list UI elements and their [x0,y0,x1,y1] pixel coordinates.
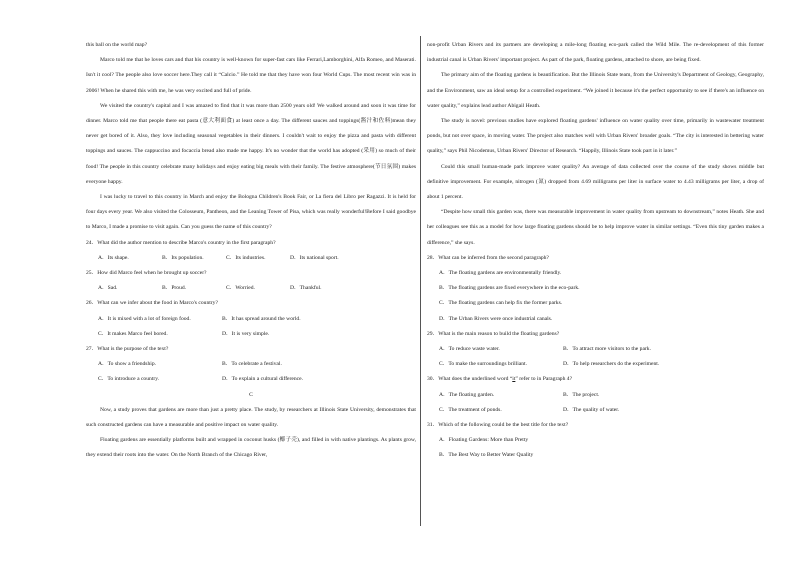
question-26-stem: 26．What can we infer about the food in Marco's country? [86,300,218,307]
paragraph-r-4: “Despite how small this garden was, there was measurable improvement in water quality from upstream to downstream,” notes Heath. She and her colleagues see this as a model for how large floating gardens should be to help improve water in similar settings. “Even this tiny garden makes a difference,” she says. [427,209,764,246]
option: A．Sad. [98,285,118,292]
option: D．The Urban Rivers were once industrial canals. [439,315,553,322]
option: D．Thankful. [290,285,322,292]
question-30-options-row2 [427,403,764,418]
question-31-stem: 31．Which of the following could be the best title for the text? [427,422,569,429]
option: D．To explain a cultural difference. [222,376,304,383]
option: C．Its industries. [226,254,266,261]
question-30-underlined-word: it [512,376,516,383]
question-30-stem [427,372,764,387]
option: C．The floating gardens can help fix the former parks. [439,300,563,307]
option: C．It makes Marco feel bored. [98,330,168,337]
option: A．To reduce waste water. [439,346,500,353]
question-30-options-row1 [427,388,764,403]
question-27-options-row2 [86,372,416,387]
question-30-stem-post: ” refer to in Paragraph 4? [515,376,573,383]
right-column [427,38,764,464]
paragraph-b-0: this ball on the world map? [86,42,148,48]
option: A．It is mixed with a lot of foreign food. [98,315,191,322]
question-26-options-row2 [86,327,416,342]
question-25-stem: 25．How did Marco feel when he brought up soccer? [86,270,207,277]
paragraph-b-3: I was lucky to travel to this country in March and enjoy the Bologna Children's Book Fair, or La fiera del Libro per Ragazzi. It is held for four days every year. We also visited the Colosseum, Pantheon, and the Leaning Tower of Pisa, which was really wonderful!Before I said goodbye to Marco, I made a promise to visit again. Can you guess the name of this country? [86,194,416,231]
section-c-heading: C [249,391,253,398]
option: D．To help researchers do the experiment. [563,361,660,368]
option: B．To attract more visitors to the park. [563,346,652,353]
question-29-stem: 29．What is the main reason to build the floating gardens? [427,330,560,337]
paragraph-b-2: We visited the country's capital and I was amazed to find that it was more than 2500 years old! We walked around and soon it was time for dinner. Marco told me that people there eat pasta (意大利面食) at least once a day. The different sauces and toppings(酱汁和佐料)mean they never get bored of it. Also, they love including seasonal vegetables in their dinners. I couldn't wait to enjoy the pizza and pasta with different toppings and sauces. The cappuccino and focaccia bread also made me happy. It's no wonder that the world has adopted (采用) so much of their food! The people in this country celebrate many holidays and enjoy eating big meals with their family. The festive atmosphere(节日氛围) makes everyone happy. [86,102,416,185]
option: D．The quality of water. [563,406,620,413]
paragraph-r-1: The primary aim of the floating gardens is beautification. But the Illinois State team, from the University's Department of Geology, Geography, and the Environment, saw an ideal setup for a controlled experiment. “We joined it because it's the perfect opportunity to see if there's an influence on water quality,” explains lead author Abigail Heath. [427,72,764,109]
paragraph-b-1: Marco told me that he loves cars and that his country is well-known for super-fast cars like Ferrari,Lamborghini, Alfa Romeo, and Maserati. Isn't it cool? The people also love soccer here.They call it “Calcio.” He told me that they have won four World Cups. The most recent win was in 2006! When he shared this with me, he was very excited and full of pride. [86,57,416,94]
question-24-stem: 24．What did the author mention to describe Marco's country in the first paragraph? [86,239,276,246]
option: B．The Best Way to Better Water Quality [439,452,534,459]
option: A．To show a friendship. [98,361,157,368]
option: B．Proud. [162,285,187,292]
option: B．The project. [563,391,600,398]
question-27-stem: 27．What is the purpose of the text? [86,346,169,353]
paragraph-r-0: non-profit Urban Rivers and its partners are developing a mile-long floating eco-park called the Wild Mile. The re-development of this former industrial canal is Urban Rivers' important project. As part of the park, floating gardens, attached to shore, are being fixed. [427,42,764,64]
option: A．Its shape. [98,254,129,261]
option: A．The floating garden. [439,391,495,398]
question-25-options [86,281,416,296]
paragraph-c-1: Floating gardens are essentially platforms built and wrapped in coconut husks (椰子壳), and filled in with native plantings. As plants grow, they extend their roots into the water. On the North Branch of the Chicago River, [86,437,416,459]
option: C．The treatment of ponds. [439,406,502,413]
paragraph-r-3: Could this small human-made park improve water quality? An average of data collected over the course of the study shows middle but definitive improvement. For example, nitrogen (氮) dropped from 4.69 milligrams per liter in surface water to 4.43 milligrams per liter, a drop of about 1 percent. [427,163,764,201]
question-26-options-row1 [86,312,416,327]
option: C．Worried. [226,285,255,292]
option: D．Its national sport. [290,254,339,261]
option: B．It has spread around the world. [222,315,301,322]
question-24-options [86,251,416,266]
column-divider [420,36,421,526]
question-29-options-row1 [427,342,764,357]
option: B．Its population. [162,254,204,261]
question-29-options-row2 [427,357,764,372]
option: C．To make the surroundings brilliant. [439,361,528,368]
question-27-options-row1 [86,357,416,372]
option: B．To celebrate a festival. [222,361,282,368]
option: B．The floating gardens are fixed everywhere in the eco-park. [439,285,580,292]
question-30-stem-pre: 30．What does the underlined word “ [427,376,513,383]
left-column [86,38,416,464]
option: D．It is very simple. [222,330,270,337]
question-28-stem: 28．What can be inferred from the second paragraph? [427,254,549,261]
paragraph-c-0: Now, a study proves that gardens are more than just a pretty place. The study, by researchers at Illinois State University, demonstrates that such constructed gardens can have a measurable and positive impact on water quality. [86,406,416,429]
option: A．The floating gardens are environmentally friendly. [439,270,562,277]
option: C．To introduce a country. [98,376,160,383]
paragraph-r-2: The study is novel: previous studies have explored floating gardens' influence on water quality over time, primarily in wastewater treatment ponds, but not over space, in moving water. The project also matches well with Urban Rivers' broader goals. “The city is interested in bettering water quality,” says Phil Nicodemus, Urban Rivers' Director of Research. “Happily, Illinois State took part in it later.” [427,118,764,155]
option: A．Floating Gardens: More than Pretty [439,437,529,444]
